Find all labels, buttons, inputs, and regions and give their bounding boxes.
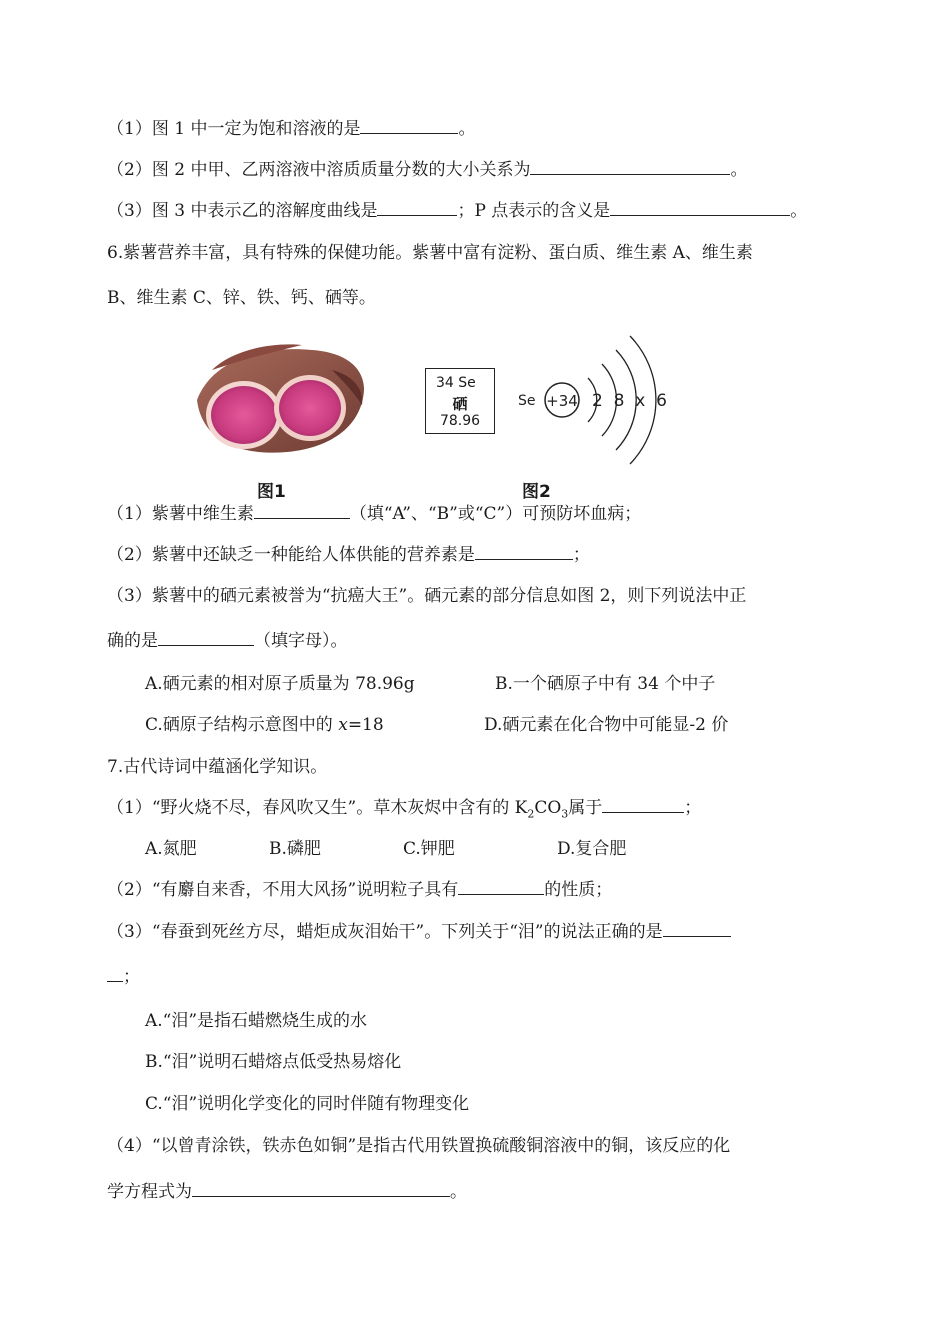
q6-part2: （2）紫薯中还缺乏一种能给人体供能的营养素是 ； <box>107 545 590 565</box>
q5-part1-text: （1）图 1 中一定为饱和溶液的是 <box>107 119 361 139</box>
element-mass: 78.96 <box>439 413 481 429</box>
q6-option-d: D.硒元素在化合物中可能显-2 价 <box>484 715 729 735</box>
atom-symbol: Se <box>518 393 536 409</box>
q6-intro-line1: 6.紫薯营养丰富，具有特殊的保健功能。紫薯中富有淀粉、蛋白质、维生素 A、维生素 <box>107 243 753 263</box>
q7-option3-b: B.“泪”说明石蜡熔点低受热易熔化 <box>145 1052 402 1072</box>
q5-part1: （1）图 1 中一定为饱和溶液的是 。 <box>107 119 476 139</box>
electron-shell-counts: 2 8 x 6 <box>592 391 667 411</box>
q5-part2-text: （2）图 2 中甲、乙两溶液中溶质质量分数的大小关系为 <box>107 160 531 180</box>
q7-option3-c: C.“泪”说明化学变化的同时伴随有物理变化 <box>145 1094 470 1114</box>
atomic-structure-diagram <box>512 318 672 468</box>
q7-option-d: D.复合肥 <box>557 839 627 859</box>
element-card <box>425 368 495 434</box>
q7-part2: （2）“有麝自来香，不用大风扬”说明粒子具有 的性质； <box>107 880 613 900</box>
answer-blank[interactable] <box>192 1181 450 1197</box>
q7-part4-line2: 学方程式为 。 <box>107 1182 467 1202</box>
sweet-potato-image <box>192 330 367 460</box>
answer-blank[interactable] <box>377 200 457 216</box>
q6-option-c: C.硒原子结构示意图中的 x=18 <box>145 715 384 735</box>
answer-blank[interactable] <box>610 200 790 216</box>
figure2-caption: 图2 <box>522 482 551 502</box>
q6-intro-line2: B、维生素 C、锌、铁、钙、硒等。 <box>107 288 376 308</box>
answer-blank[interactable] <box>458 879 544 895</box>
q6-option-a: A.硒元素的相对原子质量为 78.96g <box>145 674 415 694</box>
q5-part3-text: （3）图 3 中表示乙的溶解度曲线是 <box>107 201 378 221</box>
answer-blank[interactable] <box>360 118 458 134</box>
q5-part3: （3）图 3 中表示乙的溶解度曲线是 ；P 点表示的含义是 。 <box>107 201 808 221</box>
answer-blank-continued[interactable] <box>107 966 123 982</box>
q6-part1: （1）紫薯中维生素 （填“A”、“B”或“C”）可预防坏血病； <box>107 504 642 524</box>
q7-part4-line1: （4）“以曾青涂铁，铁赤色如铜”是指古代用铁置换硫酸铜溶液中的铜，该反应的化 <box>107 1136 731 1156</box>
answer-blank[interactable] <box>475 544 573 560</box>
q6-option-b: B.一个硒原子中有 34 个中子 <box>495 674 716 694</box>
answer-blank[interactable] <box>530 159 730 175</box>
figure1-caption: 图1 <box>257 482 286 502</box>
q7-option-c: C.钾肥 <box>403 839 455 859</box>
element-number-symbol: 34 Se <box>436 375 476 391</box>
element-name: 硒 <box>452 395 468 413</box>
nucleus-charge: +34 <box>546 392 578 410</box>
answer-blank[interactable] <box>663 921 731 937</box>
q7-part3-line1: （3）“春蚕到死丝方尽，蜡炬成灰泪始干”。下列关于“泪”的说法正确的是 <box>107 921 731 943</box>
q7-option-b: B.磷肥 <box>269 839 321 859</box>
q7-option3-a: A.“泪”是指石蜡燃烧生成的水 <box>145 1011 368 1031</box>
answer-blank[interactable] <box>602 797 684 813</box>
q6-part3-line2: 确的是 （填字母）。 <box>107 631 348 651</box>
q7-option-a: A.氮肥 <box>145 839 197 859</box>
q7-part1: （1）“野火烧不尽，春风吹又生”。草木灰烬中含有的 $K_2CO_3$属于 ； <box>107 798 702 821</box>
answer-blank[interactable] <box>158 630 254 646</box>
answer-blank[interactable] <box>254 503 350 519</box>
q5-part2: （2）图 2 中甲、乙两溶液中溶质质量分数的大小关系为 。 <box>107 160 748 180</box>
q6-part3-line1: （3）紫薯中的硒元素被誉为“抗癌大王”。硒元素的部分信息如图 2，则下列说法中正 <box>107 586 747 606</box>
q7-intro: 7.古代诗词中蕴涵化学知识。 <box>107 757 328 777</box>
q7-part3-line2: ； <box>107 966 140 988</box>
